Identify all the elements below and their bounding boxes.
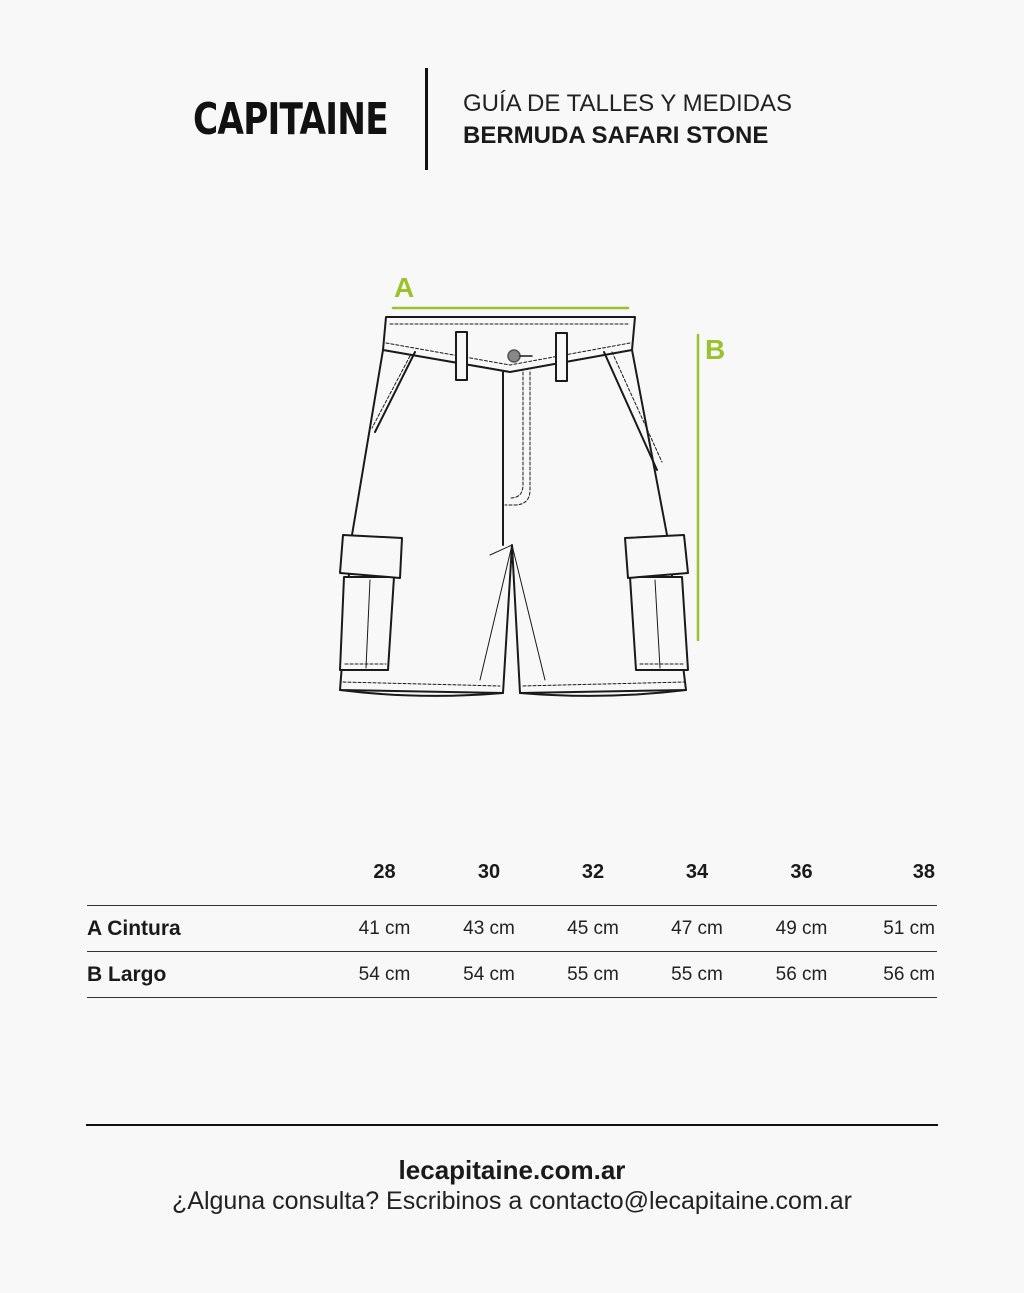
size-header-row — [87, 840, 937, 906]
measurement-cell: 49 cm — [749, 906, 854, 952]
size-header: 36 — [749, 840, 854, 906]
measurement-cell: 45 cm — [541, 906, 645, 952]
brand-logo: CAPITAINE — [193, 94, 388, 145]
measure-b-label: B — [705, 334, 726, 365]
measurement-cell: 56 cm — [854, 952, 937, 998]
size-header: 28 — [332, 840, 437, 906]
measurement-cell: 54 cm — [332, 952, 437, 998]
table-row — [87, 906, 937, 952]
footer-divider — [86, 1124, 938, 1126]
measurement-cell: 55 cm — [541, 952, 645, 998]
measurement-cell: 54 cm — [437, 952, 541, 998]
row-label-largo: B Largo — [87, 952, 332, 998]
size-header: 38 — [854, 840, 937, 906]
size-header: 34 — [645, 840, 749, 906]
size-chart-table — [87, 840, 937, 998]
product-title: BERMUDA SAFARI STONE — [463, 122, 769, 149]
contact-text: ¿Alguna consulta? Escribinos a contacto@lecapitaine.com.ar — [172, 1187, 852, 1215]
header-divider — [425, 68, 428, 170]
measurement-cell: 41 cm — [332, 906, 437, 952]
measurement-cell: 55 cm — [645, 952, 749, 998]
measurement-cell: 47 cm — [645, 906, 749, 952]
cargo-shorts-icon — [330, 265, 730, 705]
size-header: 32 — [541, 840, 645, 906]
measurement-cell: 43 cm — [437, 906, 541, 952]
row-label-cintura: A Cintura — [87, 906, 332, 952]
measurement-cell: 51 cm — [854, 906, 937, 952]
guide-subtitle: GUÍA DE TALLES Y MEDIDAS — [463, 90, 793, 117]
measurement-cell: 56 cm — [749, 952, 854, 998]
size-header: 30 — [437, 840, 541, 906]
empty-header-cell — [87, 840, 332, 906]
table-row — [87, 952, 937, 998]
measure-a-label: A — [394, 272, 415, 303]
website-link[interactable]: lecapitaine.com.ar — [398, 1155, 626, 1185]
